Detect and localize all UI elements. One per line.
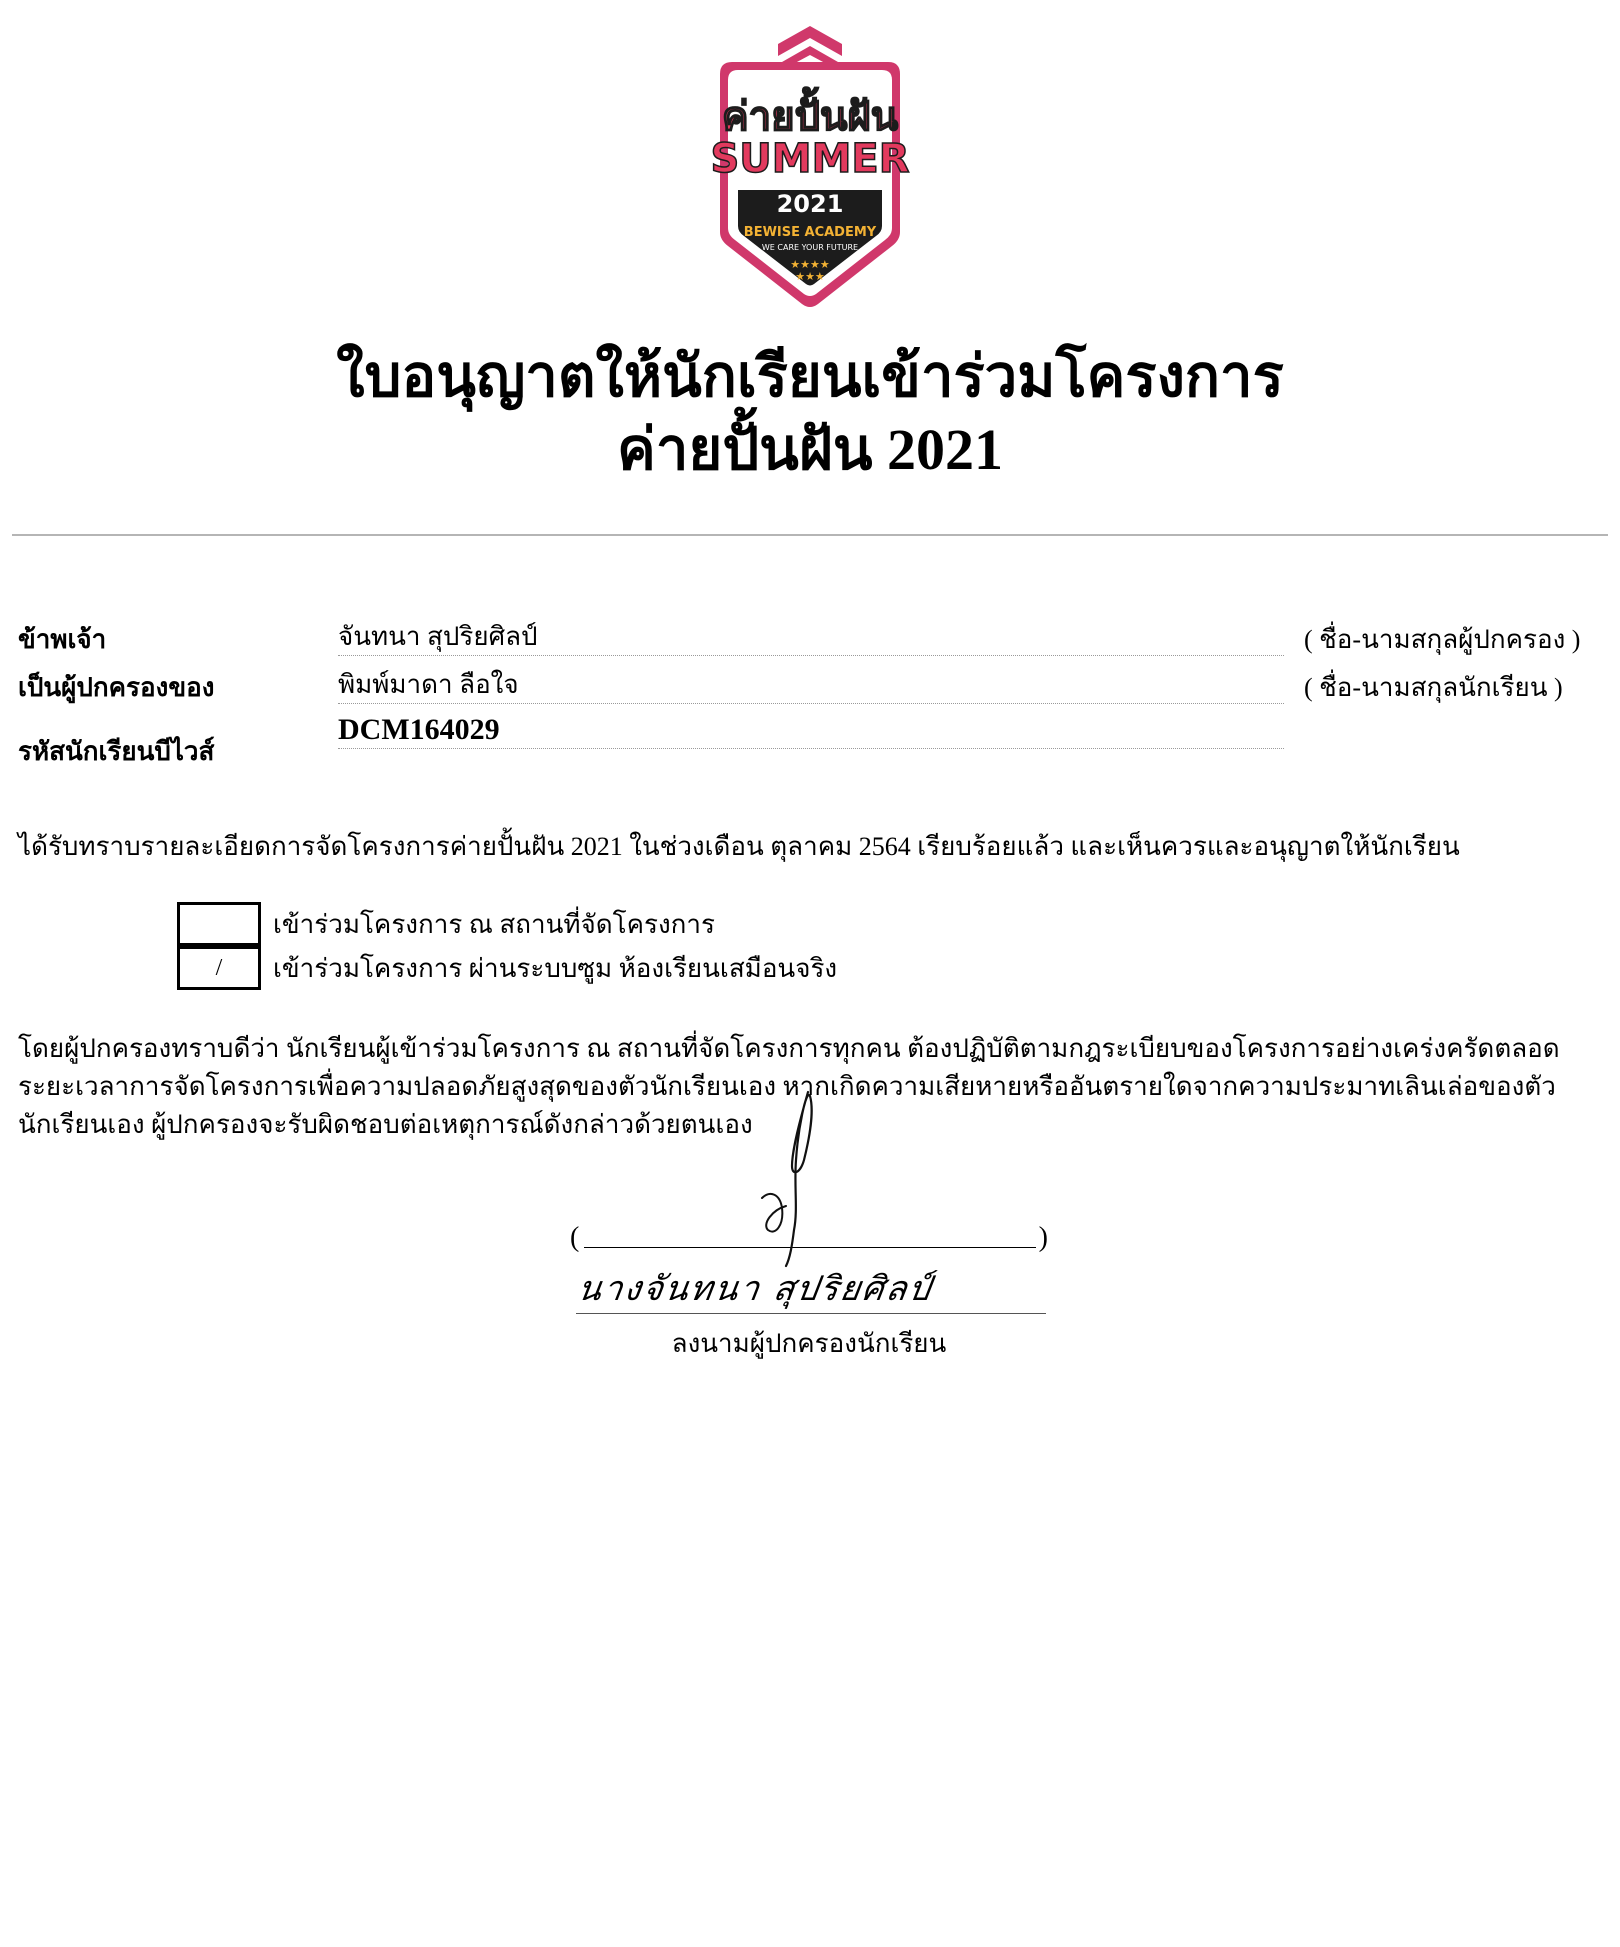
student-label: เป็นผู้ปกครองของ <box>18 673 215 702</box>
logo-summer-text: SUMMER <box>710 136 910 182</box>
student-hint: ( ชื่อ-นามสกุลนักเรียน ) <box>1304 673 1563 702</box>
guardian-label: ข้าพเจ้า <box>18 625 107 654</box>
student-id-field[interactable]: DCM164029 <box>338 714 1284 749</box>
star-icon: ★★★ <box>795 271 825 283</box>
handwritten-signature <box>740 1090 880 1270</box>
handwritten-name-text: นางจันทนา สุปริยศิลป์ <box>575 1269 935 1309</box>
logo-org-text: BEWISE ACADEMY <box>743 225 877 240</box>
online-option-label: เข้าร่วมโครงการ ผ่านระบบซูม ห้องเรียนเสมือนจริง <box>273 954 838 983</box>
signature-caption: ลงนามผู้ปกครองนักเรียน <box>671 1329 947 1358</box>
page-title: ใบอนุญาตให้นักเรียนเข้าร่วมโครงการ <box>336 344 1284 409</box>
guardian-hint: ( ชื่อ-นามสกุลผู้ปกครอง ) <box>1304 625 1581 654</box>
name-rule <box>576 1313 1046 1314</box>
guardian-name-field[interactable]: จันทนา สุปริยศิลป์ <box>338 621 1284 656</box>
paren-close: ) <box>1038 1222 1048 1253</box>
logo-year-text: 2021 <box>776 190 844 218</box>
logo-tagline-text: WE CARE YOUR FUTURE <box>761 243 859 252</box>
page-subtitle: ค่ายปั้นฝัน 2021 <box>617 417 1003 482</box>
logo-thai-text: ค่ายปั้นฝัน <box>721 94 899 140</box>
student-name-field[interactable]: พิมพ์มาดา ลือใจ <box>338 669 1284 704</box>
star-icon: ★★★★ <box>790 259 830 271</box>
intro-text: ได้รับทราบรายละเอียดการจัดโครงการค่ายปั้นฝัน 2021 ในช่วงเดือน ตุลาคม 2564 เรียบร้อยแล้ว และเห็นควรและอนุญาตให้นักเรียน <box>18 832 1460 861</box>
onsite-option-label: เข้าร่วมโครงการ ณ สถานที่จัดโครงการ <box>273 910 715 939</box>
camp-logo <box>690 22 930 312</box>
notice-text: โดยผู้ปกครองทราบดีว่า นักเรียนผู้เข้าร่วมโครงการ ณ สถานที่จัดโครงการทุกคน ต้องปฏิบัติตามกฎระเบียบของโครงการอย่างเคร่งครัดตลอดระยะเวลาการจัดโครงการเพื่อความปลอดภัยสูงสุดของตัวนักเรียนเอง หากเกิดความเสียหายหรืออันตรายใดจากความประมาทเลินเล่อของตัวนักเรียนเอง ผู้ปกครองจะรับผิดชอบต่อเหตุการณ์ดังกล่าวด้วยตนเอง <box>18 1034 1560 1139</box>
divider <box>12 534 1608 536</box>
paren-open: ( <box>570 1222 580 1253</box>
handwritten-name <box>575 1264 998 1314</box>
student-id-label: รหัสนักเรียนบีไวส์ <box>18 737 215 766</box>
onsite-checkbox[interactable] <box>177 902 261 946</box>
online-checkbox[interactable]: / <box>177 946 261 990</box>
